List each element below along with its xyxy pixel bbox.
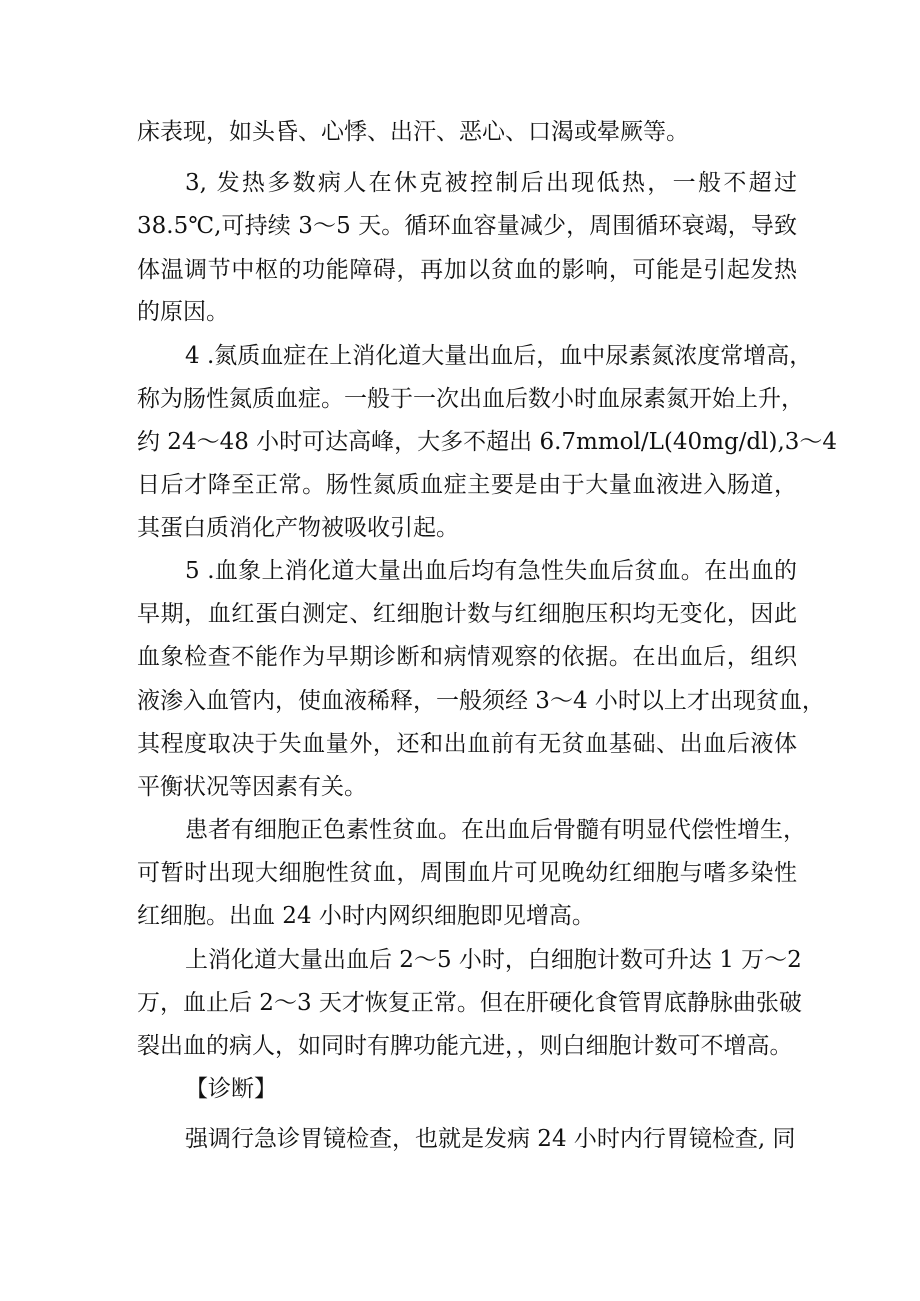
text-line: 称为肠性氮质血症。一般于一次出血后数小时血尿素氮开始上升， [137, 386, 804, 412]
section-heading-diagnosis: 【诊断】 [185, 1076, 277, 1102]
text-line: 可暂时出现大细胞性贫血，周围血片可见晚幼红细胞与嗜多染性 [137, 860, 797, 886]
paragraph-azotemia-line: 4 .氮质血症在上消化道大量出血后，血中尿素氮浓度常增高， [185, 343, 813, 369]
text-line: 约 24～48 小时可达高峰，大多不超出 6.7mmol/L(40mg/dl),3～4 [137, 429, 838, 455]
text-line: 体温调节中枢的功能障碍，再加以贫血的影响，可能是引起发热 [137, 257, 797, 283]
text-line: 裂出血的病人，如同时有脾功能亢进，，则白细胞计数可不增高。 [137, 1033, 793, 1059]
text-line: 万，血止后 2～3 天才恢复正常。但在肝硬化食管胃底静脉曲张破 [137, 990, 802, 1016]
paragraph-blood-picture-line: 5 .血象上消化道大量出血后均有急性失血后贫血。在出血的 [185, 558, 797, 584]
text-line: 其程度取决于失血量外，还和出血前有无贫血基础、出血后液体 [137, 731, 797, 757]
text-line: 38.5℃,可持续 3～5 天。循环血容量减少，周围循环衰竭，导致 [137, 213, 797, 239]
text-line: 早期，血红蛋白测定、红细胞计数与红细胞压积均无变化，因此 [137, 601, 797, 627]
text-line: 红细胞。出血 24 小时内网织细胞即见增高。 [137, 903, 595, 929]
text-line: 的原因。 [137, 299, 229, 325]
text-line: 平衡状况等因素有关。 [137, 774, 367, 800]
text-line: 床表现，如头昏、心悸、出汗、恶心、口渴或晕厥等。 [137, 119, 689, 145]
paragraph-diagnosis-line: 强调行急诊胃镜检查，也就是发病 24 小时内行胃镜检查, 同 [185, 1126, 796, 1152]
text-line: 液渗入血管内，使血液稀释，一般须经 3～4 小时以上才出现贫血， [137, 688, 825, 714]
paragraph-fever-line: 3, 发热多数病人在休克被控制后出现低热，一般不超过 [185, 170, 797, 196]
paragraph-anemia-line: 患者有细胞正色素性贫血。在出血后骨髓有明显代偿性增生， [185, 817, 806, 843]
text-line: 血象检查不能作为早期诊断和病情观察的依据。在出血后，组织 [137, 644, 797, 670]
paragraph-leukocyte-line: 上消化道大量出血后 2～5 小时，白细胞计数可升达 1 万～2 [185, 947, 802, 973]
text-line: 其蛋白质消化产物被吸收引起。 [137, 515, 459, 541]
text-line: 日后才降至正常。肠性氮质血症主要是由于大量血液进入肠道， [137, 472, 797, 498]
